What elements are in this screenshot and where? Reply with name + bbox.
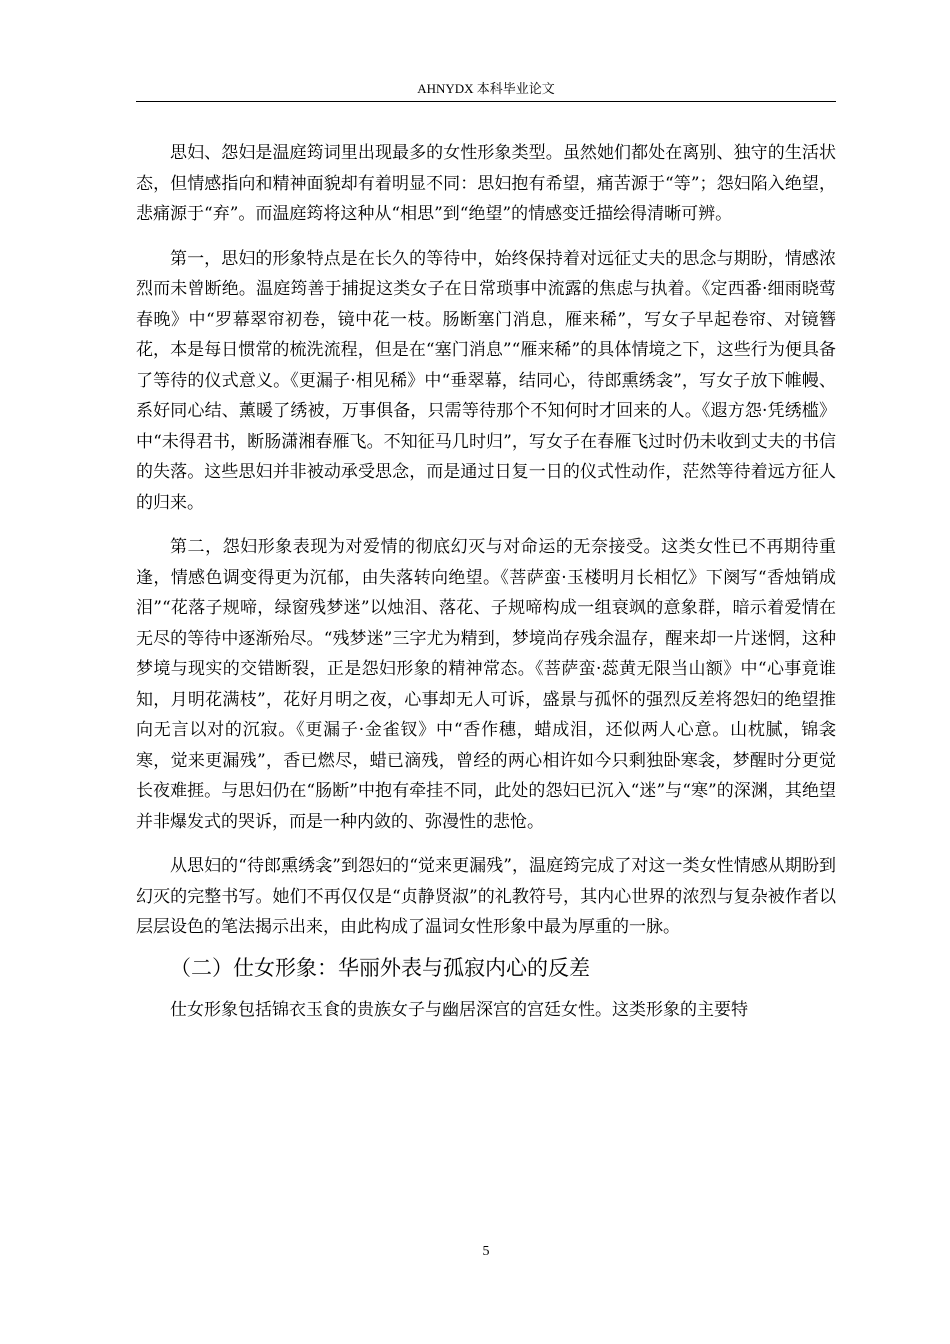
page-header: AHNYDX 本科毕业论文 — [417, 81, 555, 96]
header-rule — [136, 101, 836, 102]
paragraph-yuanfu: 第二，怨妇形象表现为对爱情的彻底幻灭与对命运的无奈接受。这类女性已不再期待重逢，情感色调变得更为沉郁，由失落转向绝望。《菩萨蛮·玉楼明月长相忆》下阕写“香烛销成泪”“花落子规啼，绿窗残梦迷”以烛泪、落花、子规啼构成一组衰飒的意象群，暗示着爱情在无尽的等待中逐渐殆尽。“残梦迷”三字尤为精到，梦境尚存残余温存，醒来却一片迷惘，这种梦境与现实的交错断裂，正是怨妇形象的精神常态。《菩萨蛮·蕊黄无限当山额》中“心事竟谁知，月明花满枝”，花好月明之夜，心事却无人可诉，盛景与孤怀的强烈反差将怨妇的绝望推向无言以对的沉寂。《更漏子·金雀钗》中“香作穗，蜡成泪，还似两人心意。山枕腻，锦衾寒，觉来更漏残”，香已燃尽，蜡已滴残，曾经的两心相许如今只剩独卧寒衾，梦醒时分更觉长夜难捱。与思妇仍在“肠断”中抱有牵挂不同，此处的怨妇已沉入“迷”与“寒”的深渊，其绝望并非爆发式的哭诉，而是一种内敛的、弥漫性的悲怆。 — [136, 537, 836, 832]
page-number: 5 — [482, 1244, 490, 1259]
paragraph-sifu: 第一，思妇的形象特点是在长久的等待中，始终保持着对远征丈夫的思念与期盼，情感浓烈而未曾断绝。温庭筠善于捕捉这类女子在日常琐事中流露的焦虑与执着。《定西番·细雨晓莺春晚》中“罗幕翠帘初卷，镜中花一枝。肠断塞门消息，雁来稀”，写女子早起卷帘、对镜簪花，本是每日惯常的梳洗流程，但是在“塞门消息”“雁来稀”的具体情境之下，这些行为便具备了等待的仪式意义。《更漏子·相见稀》中“垂翠幕，结同心，待郎熏绣衾”，写女子放下帷幔、系好同心结、薰暖了绣被，万事俱备，只需等待那个不知何时才回来的人。《遐方怨·凭绣槛》中“未得君书，断肠潇湘春雁飞。不知征马几时归”，写女子在春雁飞过时仍未收到丈夫的书信的失落。这些思妇并非被动承受思念，而是通过日复一日的仪式性动作，茫然等待着远方征人的归来。 — [136, 248, 836, 513]
paragraph-summary: 从思妇的“待郎熏绣衾”到怨妇的“觉来更漏残”，温庭筠完成了对这一类女性情感从期盼到幻灭的完整书写。她们不再仅仅是“贞静贤淑”的礼教符号，其内心世界的浓烈与复杂被作者以层层设色的笔法揭示出来，由此构成了温词女性形象中最为厚重的一脉。 — [136, 856, 836, 937]
section-heading: （二）仕女形象：华丽外表与孤寂内心的反差 — [170, 955, 590, 980]
paragraph-shinv: 仕女形象包括锦衣玉食的贵族女子与幽居深宫的宫廷女性。这类形象的主要特 — [170, 999, 748, 1020]
paragraph-intro: 思妇、怨妇是温庭筠词里出现最多的女性形象类型。虽然她们都处在离别、独守的生活状态，但情感指向和精神面貌却有着明显不同：思妇抱有希望，痛苦源于“等”；怨妇陷入绝望，悲痛源于“弃”。而温庭筠将这种从“相思”到“绝望”的情感变迁描绘得清晰可辨。 — [136, 143, 836, 224]
page-body — [136, 138, 836, 1039]
